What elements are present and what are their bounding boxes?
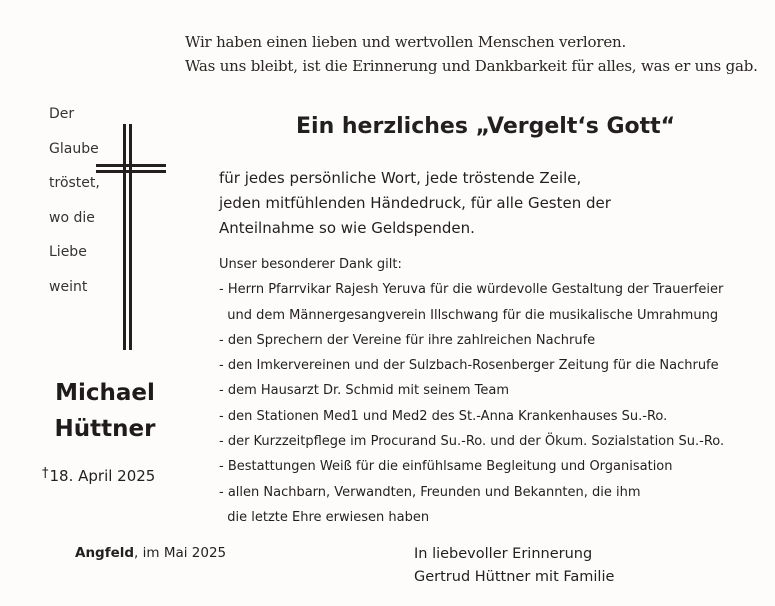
- intro-line: Anteilnahme so wie Geldspenden.: [219, 219, 475, 237]
- intro-line: für jedes persönliche Wort, jede tröstende Zeile,: [219, 169, 582, 187]
- verse-line: Der: [49, 106, 75, 122]
- deceased-name: [30, 375, 180, 447]
- thanks-item: die letzte Ehre erwiesen haben: [219, 509, 430, 525]
- intro-line: jeden mitfühlenden Händedruck, für alle Gesten der: [219, 194, 611, 212]
- dagger-icon: †: [42, 466, 49, 481]
- signoff-line-2: Gertrud Hüttner mit Familie: [414, 569, 615, 585]
- motto: [185, 30, 758, 78]
- thanks-heading: Unser besonderer Dank gilt:: [219, 257, 402, 272]
- intro-text: [219, 166, 611, 241]
- closing-place-date: [75, 545, 226, 561]
- thanks-item: - Herrn Pfarrvikar Rajesh Yeruva für die würdevolle Gestaltung der Trauerfeier: [219, 282, 724, 298]
- verse-line: wo die: [49, 209, 95, 226]
- motto-line-2: Was uns bleibt, ist die Erinnerung und Dankbarkeit für alles, was er uns gab.: [185, 57, 758, 75]
- thanks-item: - den Imkervereinen und der Sulzbach-Rosenberger Zeitung für die Nachrufe: [219, 358, 719, 374]
- thanks-item: - den Stationen Med1 und Med2 des St.-Anna Krankenhauses Su.-Ro.: [219, 408, 668, 424]
- closing-place: Angfeld: [75, 545, 135, 561]
- verse: [49, 104, 100, 311]
- thanks-item: - den Sprechern der Vereine für ihre zahlreichen Nachrufe: [219, 332, 596, 348]
- verse-line: Liebe: [49, 244, 87, 260]
- thanks-item: - dem Hausarzt Dr. Schmid mit seinem Team: [219, 383, 509, 399]
- thanks-list: [219, 252, 724, 530]
- death-date-text: 18. April 2025: [49, 467, 156, 485]
- headline: Ein herzliches „Vergelt‘s Gott“: [296, 114, 676, 139]
- motto-line-1: Wir haben einen lieben und wertvollen Menschen verloren.: [185, 33, 627, 51]
- thanks-item: - allen Nachbarn, Verwandten, Freunden und Bekannten, die ihm: [219, 484, 641, 500]
- verse-line: weint: [49, 278, 88, 295]
- cross-icon: [96, 124, 166, 350]
- thanks-item: und dem Männergesangverein Illschwang für die musikalische Umrahmung: [219, 307, 719, 323]
- closing-date: , im Mai 2025: [134, 545, 227, 561]
- thanks-item: - der Kurzzeitpflege im Procurand Su.-Ro. und der Ökum. Sozialstation Su.-Ro.: [219, 434, 725, 450]
- signoff-line-1: In liebevoller Erinnerung: [414, 546, 593, 562]
- verse-line: Glaube: [49, 140, 99, 157]
- first-name: Michael: [55, 380, 155, 406]
- verse-line: tröstet,: [49, 175, 100, 191]
- last-name: Hüttner: [54, 416, 156, 442]
- death-date: [42, 466, 155, 485]
- thanks-item: - Bestattungen Weiß für die einfühlsame Begleitung und Organisation: [219, 459, 673, 475]
- signoff: [414, 543, 614, 589]
